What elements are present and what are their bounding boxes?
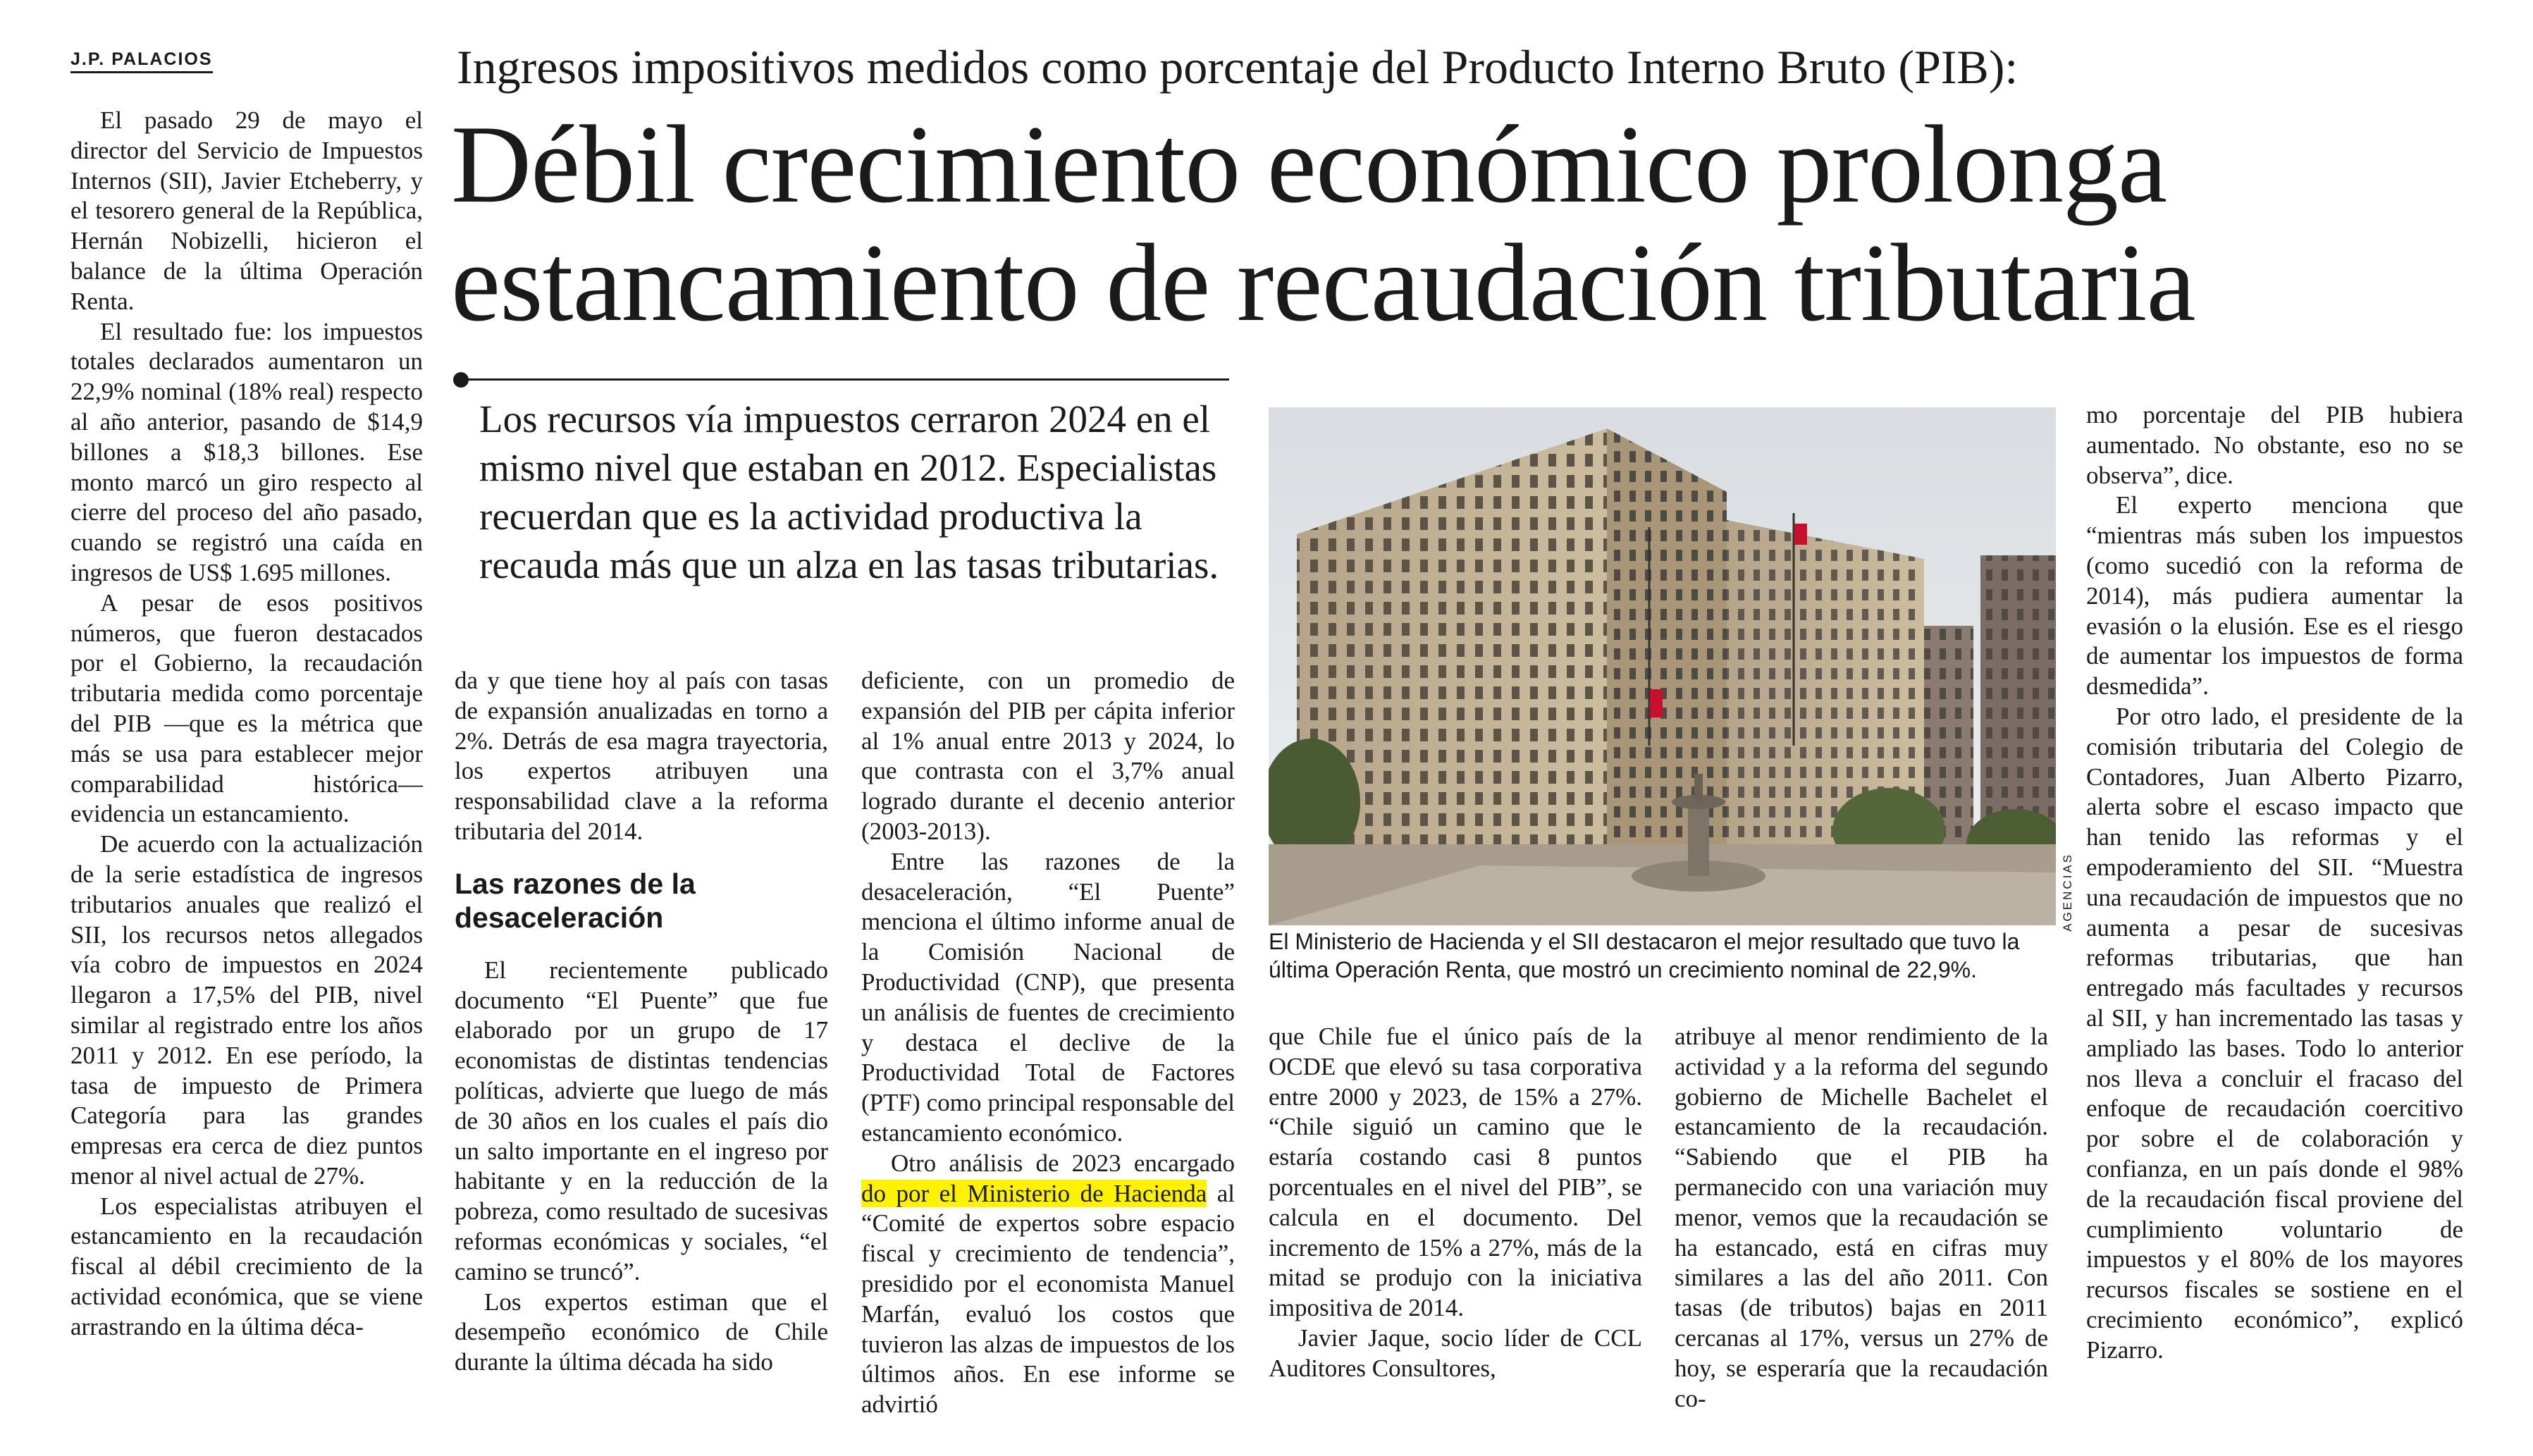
byline: J.P. PALACIOS (70, 49, 213, 73)
lead-rule (461, 378, 1229, 381)
column-1 (70, 106, 423, 1343)
highlighted-text: do por el Ministerio de Hacienda (861, 1179, 1207, 1207)
photo-ministerio-hacienda (1269, 407, 2056, 925)
photo-credit: AGENCIAS (2061, 853, 2074, 932)
paragraph: mo porcentaje del PIB hubiera aumentado. No obstante, eso no se observa”, dice. (2086, 401, 2463, 489)
kicker: Ingresos impositivos medidos como porcentaje del Producto Interno Bruto (PIB): (457, 40, 2019, 94)
paragraph: El resultado fue: los impuestos totales declarados aumentaron un 22,9% nominal (18% real) respecto al año anterior, pasando de $14,9 billones a $18,3 billones. Ese monto marcó un giro respecto al cierre del proceso del año pasado, cuando se registró una caída en ingresos de US$ 1.695 millones. (70, 317, 423, 586)
column-2 (455, 666, 828, 1378)
headline-line-1: Débil crecimiento económico prolonga (451, 103, 2167, 226)
lead-paragraph: Los recursos vía impuestos cerraron 2024 en el mismo nivel que estaban en 2012. Especialistas recuerdan que es la actividad productiva la recauda más que un alza en las tasas tributarias. (479, 397, 1219, 586)
paragraph-text: al “Comité de expertos sobre espacio fiscal y crecimiento de tendencia”, presidido por el economista Manuel Marfán, evaluó los costos que tuvieron las alzas de impuestos de los últimos años. En ese informe se advirtió (861, 1179, 1235, 1419)
column-6 (2086, 400, 2463, 1366)
paragraph: Por otro lado, el presidente de la comisión tributaria del Colegio de Contadores, Juan Alberto Pizarro, alerta sobre el escaso impacto que han tenido las reformas y el empoderamiento del SII. “Muestra una recaudación de impuestos que no aumenta a pesar de sucesivas reformas tributarias, que han entregado más facultades y recursos al SII, y han incrementado las tasas y ampliado las bases. Todo lo anterior nos lleva a concluir el fracaso del enfoque de recaudación coercitivo por sobre el de colaboración y confianza, en un país donde el 98% de la recaudación fiscal proviene del cumplimiento voluntario de impuestos y el 80% de los mayores recursos fiscales se sostiene en el crecimiento económico”, explicó Pizarro. (2086, 702, 2463, 1364)
paragraph: De acuerdo con la actualización de la serie estadística de ingresos tributarios anuales que realizó el SII, los recursos netos allegados vía cobro de impuestos en 2024 llegaron a 17,5% del PIB, nivel similar al registrado entre los años 2011 y 2012. En ese período, la tasa de impuesto de Primera Categoría para las grandes empresas era cerca de diez puntos menor al nivel actual de 27%. (70, 830, 423, 1190)
paragraph-text: Otro análisis de 2023 encargado (891, 1149, 1235, 1177)
paragraph: Entre las razones de la desaceleración, “El Puente” menciona el último informe anual de la Comisión Nacional de Productividad (CNP), que presenta un análisis de fuentes de crecimiento y destaca el declive de la Productividad Total de Factores (PTF) como principal responsable del estancamiento económico. (861, 847, 1235, 1147)
paragraph: Javier Jaque, socio líder de CCL Auditores Consultores, (1269, 1324, 1642, 1382)
paragraph: A pesar de esos positivos números, que fueron destacados por el Gobierno, la recaudación tributaria medida como porcentaje del PIB —que es la métrica que más se usa para establecer mejor comparabilidad histórica— evidencia un estancamiento. (70, 588, 423, 828)
building-photo-illustration (1269, 407, 2056, 925)
paragraph (861, 1149, 1235, 1420)
section-subhead: Las razones de la desaceleración (455, 867, 696, 934)
paragraph: deficiente, con un promedio de expansión del PIB per cápita inferior al 1% anual entre 2013 y 2024, lo que contrasta con el 3,7% anual logrado durante el decenio anterior (2003-2013). (861, 667, 1235, 845)
headline (451, 103, 2495, 345)
paragraph: El experto menciona que “mientras más suben los impuestos (como sucedió con la reforma de 2014), más pudiera aumentar la evasión o la elusión. Ese es el riesgo de aumentar los impuestos de forma desmedida”. (2086, 491, 2463, 701)
paragraph: Los expertos estiman que el desempeño económico de Chile durante la última década ha sido (455, 1288, 828, 1376)
paragraph: El recientemente publicado documento “El Puente” que fue elaborado por un grupo de 17 economistas de distintas tendencias políticas, advierte que luego de más de 30 años en los cuales el país dio un salto importante en el ingreso por habitante y en la reducción de la pobreza, como resultado de sucesivas reformas económicas y sociales, “el camino se truncó”. (455, 956, 828, 1285)
column-4 (1269, 1022, 1642, 1384)
paragraph: da y que tiene hoy al país con tasas de expansión anualizadas en torno a 2%. Detrás de esa magra trayectoria, los expertos atribuyen una responsabilidad clave a la reforma tributaria del 2014. (455, 667, 828, 845)
photo-caption: El Ministerio de Hacienda y el SII destacaron el mejor resultado que tuvo la última Operación Renta, que mostró un crecimiento nominal de 22,9%. (1269, 929, 2020, 982)
paragraph: que Chile fue el único país de la OCDE que elevó su tasa corporativa entre 2000 y 2023, de 15% a 27%. “Chile siguió un camino que le estaría costando casi 8 puntos porcentuales en el nivel del PIB”, se calcula en el documento. Del incremento de 15% a 27%, más de la mitad se produjo con la iniciativa impositiva de 2014. (1269, 1023, 1642, 1322)
paragraph: El pasado 29 de mayo el director del Servicio de Impuestos Internos (SII), Javier Etcheberry, y el tesorero general de la República, Hernán Nobizelli, hicieron el balance de la última Operación Renta. (70, 106, 423, 315)
headline-line-2: estancamiento de recaudación tributaria (451, 221, 2195, 345)
column-3 (861, 666, 1235, 1420)
column-5 (1675, 1022, 2048, 1414)
paragraph: Los especialistas atribuyen el estancamiento en la recaudación fiscal al débil crecimiento de la actividad económica, que se viene arrastrando en la última déca- (70, 1192, 423, 1340)
paragraph: atribuye al menor rendimiento de la actividad y a la reforma del segundo gobierno de Michelle Bachelet el estancamiento de la recaudación. “Sabiendo que el PIB ha permanecido con una variación muy menor, vemos que la recaudación se ha estancado, está en cifras muy similares a las del año 2011. Con tasas (de tributos) bajas en 2011 cercanas al 17%, versus un 27% de hoy, se esperaría que la recaudación co- (1675, 1023, 2048, 1412)
